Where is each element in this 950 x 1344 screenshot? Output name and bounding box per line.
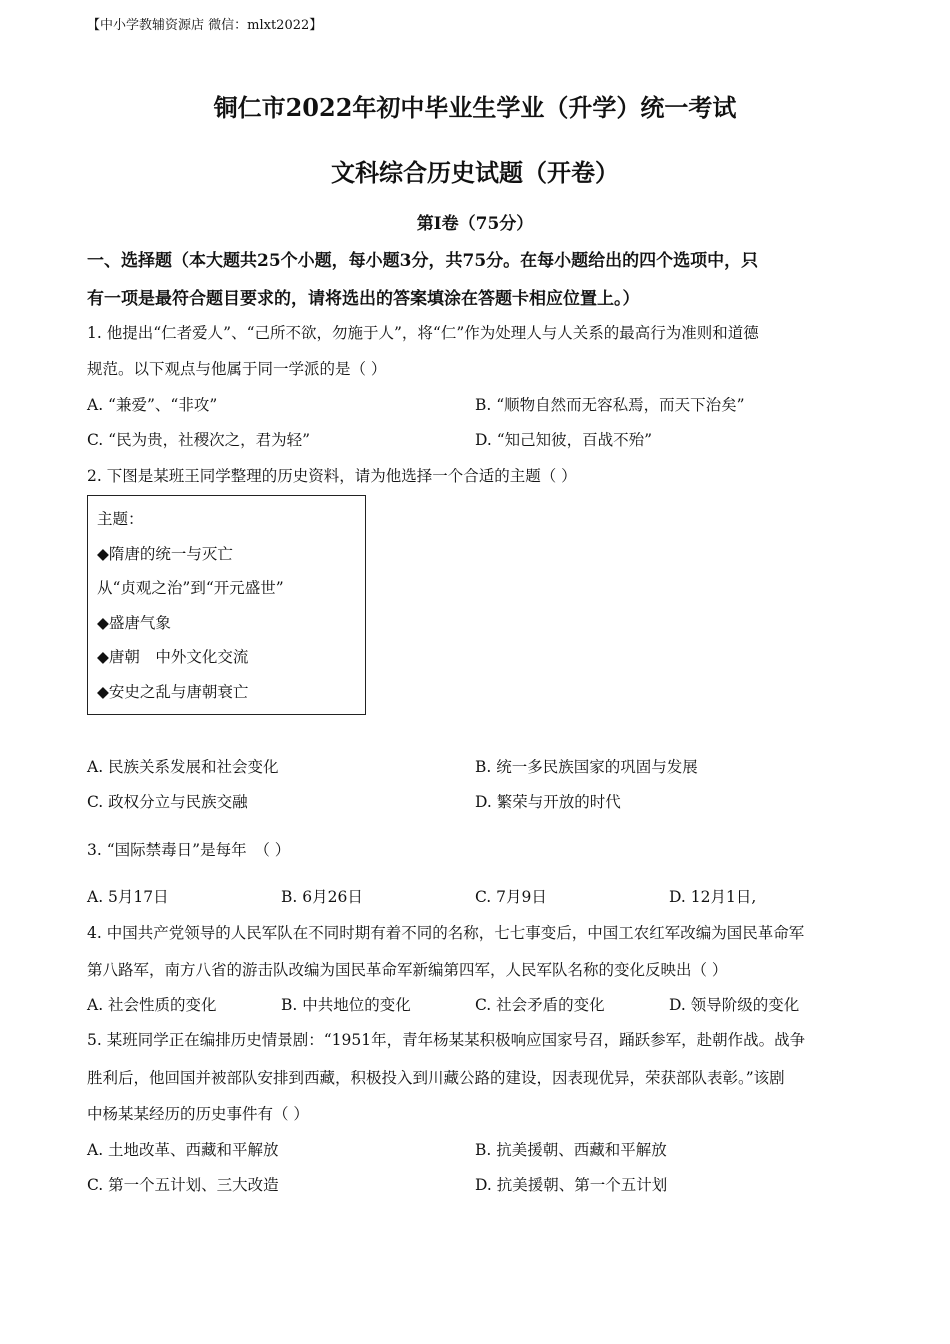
option-d[interactable]: D. 抗美援朝、第一个五计划 [475, 1176, 668, 1194]
option-a[interactable]: A. 民族关系发展和社会变化 [87, 758, 279, 776]
section-instructions-line1: 一、选择题（本大题共25个小题，每小题3分，共75分。在每小题给出的四个选项中，只 [87, 251, 759, 271]
option-c[interactable]: C. 第一个五计划、三大改造 [87, 1176, 279, 1194]
option-b[interactable]: B. “顺物自然而无容私焉，而天下治矣” [475, 396, 745, 414]
option-d[interactable]: D. 领导阶级的变化 [669, 996, 800, 1014]
option-a[interactable]: A. 土地改革、西藏和平解放 [87, 1141, 279, 1159]
option-a[interactable]: A. 5月17日 [87, 888, 169, 906]
option-c[interactable]: C. 政权分立与民族交融 [87, 793, 248, 811]
source-material-box [87, 495, 366, 715]
question-stem-line: 1. 他提出“仁者爱人”、“己所不欲，勿施于人”，将“仁”作为处理人与人关系的最高行为准则和道德 [87, 324, 759, 342]
watermark-header: 【中小学教辅资源店 微信：mlxt2022】 [87, 18, 323, 33]
box-line: ◆安史之乱与唐朝衰亡 [97, 683, 249, 701]
exam-title: 铜仁市2022年初中毕业生学业（升学）统一考试 [213, 93, 737, 122]
section-instructions-line2: 有一项是最符合题目要求的，请将选出的答案填涂在答题卡相应位置上。） [87, 289, 640, 309]
exam-subtitle: 文科综合历史试题（开卷） [331, 158, 619, 187]
question-stem-line: 规范。以下观点与他属于同一学派的是（ ） [87, 360, 387, 378]
part-heading: 第I卷（75分） [416, 214, 534, 234]
box-line-theme: 主题： [97, 510, 144, 528]
question-stem-line: 2. 下图是某班王同学整理的历史资料，请为他选择一个合适的主题（ ） [87, 467, 577, 485]
option-d[interactable]: D. “知己知彼，百战不殆” [475, 431, 653, 449]
question-stem-line: 5. 某班同学正在编排历史情景剧：“1951年，青年杨某某积极响应国家号召，踊跃参军，赴朝作战。战争 [87, 1031, 806, 1049]
option-b[interactable]: B. 6月26日 [281, 888, 363, 906]
option-c[interactable]: C. “民为贵，社稷次之，君为轻” [87, 431, 311, 449]
box-line: ◆唐朝 中外文化交流 [97, 648, 249, 666]
option-a[interactable]: A. 社会性质的变化 [87, 996, 217, 1014]
option-c[interactable]: C. 7月9日 [475, 888, 547, 906]
option-d[interactable]: D. 繁荣与开放的时代 [475, 793, 621, 811]
question-stem-line: 中杨某某经历的历史事件有（ ） [87, 1105, 309, 1123]
question-stem-line: 第八路军，南方八省的游击队改编为国民革命军新编第四军，人民军队名称的变化反映出（ ） [87, 961, 728, 979]
question-stem-line: 3. “国际禁毒日”是每年 （ ） [87, 841, 291, 859]
option-b[interactable]: B. 抗美援朝、西藏和平解放 [475, 1141, 667, 1159]
question-stem-line: 胜利后，他回国并被部队安排到西藏，积极投入到川藏公路的建设，因表现优异，荣获部队表彰。”该剧 [87, 1069, 785, 1087]
box-line: ◆隋唐的统一与灭亡 [97, 545, 233, 563]
option-b[interactable]: B. 统一多民族国家的巩固与发展 [475, 758, 698, 776]
box-line: 从“贞观之治”到“开元盛世” [97, 579, 284, 597]
box-line: ◆盛唐气象 [97, 614, 171, 632]
option-a[interactable]: A. “兼爱”、“非攻” [87, 396, 218, 414]
question-stem-line: 4. 中国共产党领导的人民军队在不同时期有着不同的名称，七七事变后，中国工农红军改编为国民革命军 [87, 924, 805, 942]
option-d[interactable]: D. 12月1日, [669, 888, 757, 906]
option-c[interactable]: C. 社会矛盾的变化 [475, 996, 605, 1014]
option-b[interactable]: B. 中共地位的变化 [281, 996, 411, 1014]
